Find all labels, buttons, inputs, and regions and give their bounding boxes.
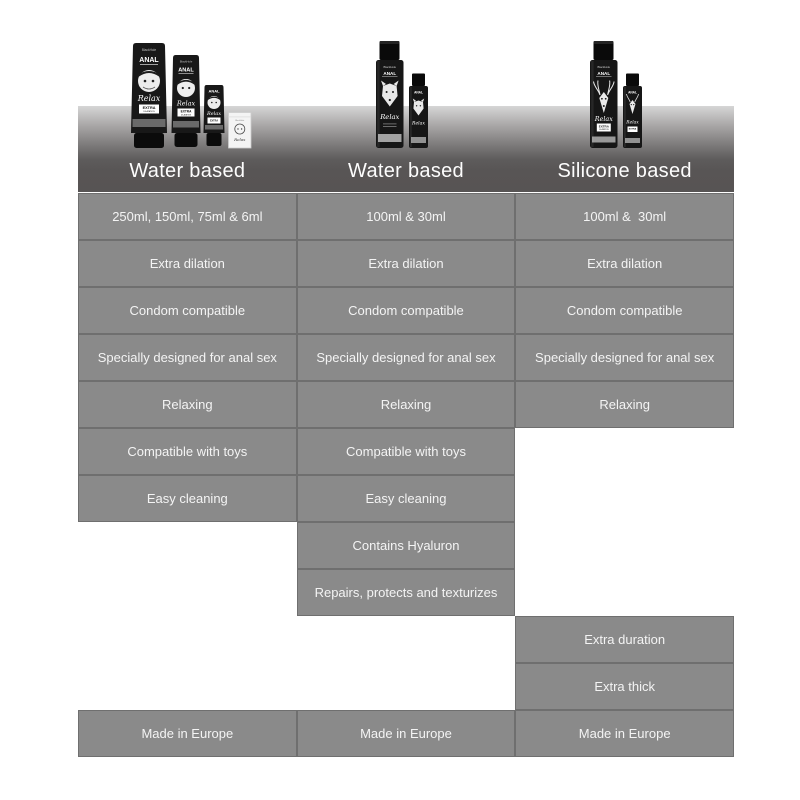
tube-large-brand: BlackHole — [141, 48, 157, 52]
condom-compatible-col1: Condom compatible — [78, 287, 297, 334]
column-header-water-based-2: Water based — [348, 159, 464, 182]
sizes-col3: 100ml & 30ml — [515, 193, 734, 240]
made-in-europe-col2: Made in Europe — [297, 710, 516, 757]
sachet-brand: BlackHole — [235, 120, 245, 122]
extra-duration-col2-empty — [297, 616, 516, 663]
bottle-large-script: Relax — [380, 113, 400, 121]
specially-designed-col1: Specially designed for anal sex — [78, 334, 297, 381]
relaxing-col1: Relaxing — [78, 381, 297, 428]
sachet-script: Relax — [234, 137, 246, 142]
tube-large-icon — [131, 43, 167, 148]
bottle-large-icon — [590, 41, 618, 148]
bottle-large-name: ANAL — [383, 71, 397, 76]
tube-small-extra1: EXTRA — [209, 119, 219, 123]
contains-hyaluron-col1-empty — [78, 522, 297, 569]
compatible-with-toys-col1: Compatible with toys — [78, 428, 297, 475]
tube-medium-brand: BlackHole — [179, 59, 193, 64]
bottle-small-name: ANAL — [628, 90, 637, 95]
bottle-large-extra2: DILATATION — [599, 129, 609, 132]
repairs-protects-col2: Repairs, protects and texturizes — [297, 569, 516, 616]
tube-small-icon — [204, 85, 225, 146]
sizes-col2: 100ml & 30ml — [297, 193, 516, 240]
column-header-water-based-1: Water based — [129, 159, 246, 182]
column-header-silicone-based: Silicone based — [557, 159, 692, 182]
extra-thick-col3: Extra thick — [515, 663, 734, 710]
product-photo-bottles-silicone-based — [585, 40, 647, 150]
tube-large-name: ANAL — [139, 57, 159, 64]
bottle-small-name: ANAL — [414, 90, 423, 95]
bottle-large-script: Relax — [594, 115, 613, 123]
bottle-small-script: Relax — [626, 120, 639, 126]
tube-small-script: Relax — [206, 111, 222, 117]
tube-medium-extra1: EXTRA — [180, 109, 192, 114]
repairs-protects-col1-empty — [78, 569, 297, 616]
relaxing-col2: Relaxing — [297, 381, 516, 428]
extra-thick-col1-empty — [78, 663, 297, 710]
bottle-large-brand: BlackHole — [597, 65, 611, 69]
column-headers — [78, 150, 734, 192]
easy-cleaning-col2: Easy cleaning — [297, 475, 516, 522]
tube-large-extra1: EXTRA — [142, 106, 156, 110]
extra-duration-col1-empty — [78, 616, 297, 663]
relaxing-col3: Relaxing — [515, 381, 734, 428]
specially-designed-col2: Specially designed for anal sex — [297, 334, 516, 381]
tube-medium-extra2: DILATATION — [180, 114, 192, 117]
compatible-with-toys-col3-empty — [515, 428, 734, 475]
product-photo-bottles-water-based — [371, 40, 433, 150]
condom-compatible-col3: Condom compatible — [515, 287, 734, 334]
sachet-icon — [229, 113, 252, 149]
contains-hyaluron-col3-empty — [515, 522, 734, 569]
tube-large-extra2: DILATATION — [143, 111, 155, 114]
sizes-col1: 250ml, 150ml, 75ml & 6ml — [78, 193, 297, 240]
repairs-protects-col3-empty — [515, 569, 734, 616]
made-in-europe-col3: Made in Europe — [515, 710, 734, 757]
condom-compatible-col2: Condom compatible — [297, 287, 516, 334]
tube-large-script: Relax — [137, 94, 161, 103]
tube-medium-icon — [172, 55, 201, 147]
easy-cleaning-col1: Easy cleaning — [78, 475, 297, 522]
bottle-small-icon — [409, 74, 428, 149]
comparison-table — [78, 193, 734, 757]
made-in-europe-col1: Made in Europe — [78, 710, 297, 757]
bottle-small-script: Relax — [412, 121, 425, 127]
contains-hyaluron-col2: Contains Hyaluron — [297, 522, 516, 569]
bottle-large-name: ANAL — [597, 71, 611, 76]
easy-cleaning-col3-empty — [515, 475, 734, 522]
extra-dilation-col2: Extra dilation — [297, 240, 516, 287]
extra-thick-col2-empty — [297, 663, 516, 710]
bottle-small-icon — [623, 74, 642, 149]
bottle-large-brand: BlackHole — [383, 65, 397, 69]
specially-designed-col3: Specially designed for anal sex — [515, 334, 734, 381]
tube-small-name: ANAL — [208, 88, 220, 94]
bottle-large-extra1: EXTRA — [598, 124, 609, 129]
product-photo-tubes-water-based — [127, 40, 253, 150]
tube-medium-script: Relax — [176, 99, 196, 108]
compatible-with-toys-col2: Compatible with toys — [297, 428, 516, 475]
bottle-large-icon — [376, 41, 404, 148]
extra-dilation-col1: Extra dilation — [78, 240, 297, 287]
extra-duration-col3: Extra duration — [515, 616, 734, 663]
extra-dilation-col3: Extra dilation — [515, 240, 734, 287]
tube-medium-name: ANAL — [178, 67, 194, 74]
bottle-small-extra1: EXTRA — [628, 128, 637, 131]
